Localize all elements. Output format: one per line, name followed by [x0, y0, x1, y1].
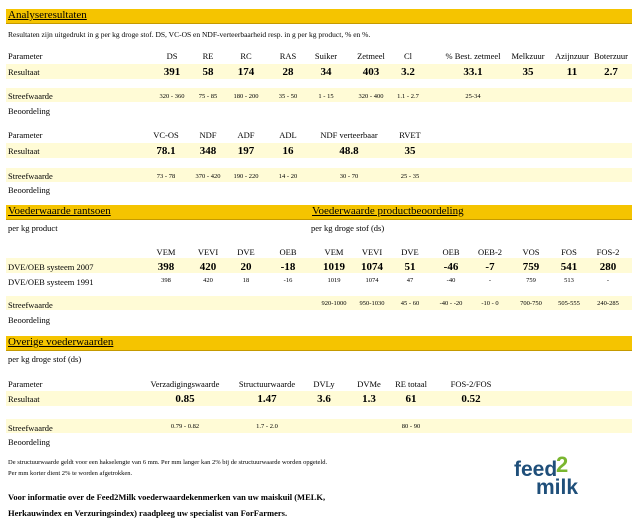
- std-value: 45 - 60: [400, 300, 420, 307]
- std-value: 700-750: [520, 300, 542, 307]
- std-value: 950-1030: [359, 300, 385, 307]
- unit: per kg droge stof (ds): [8, 354, 82, 364]
- param-header: Cl: [403, 51, 413, 61]
- std-value: 14 - 20: [278, 173, 298, 180]
- unit-right: per kg droge stof (ds): [311, 223, 385, 233]
- std-value: 80 - 90: [401, 423, 421, 430]
- param-header: VEM: [324, 247, 344, 257]
- result-value: 348: [199, 145, 217, 157]
- result-value: 16: [282, 145, 294, 157]
- param-header: RE totaal: [395, 379, 427, 389]
- param-header: VC-OS: [153, 130, 179, 140]
- unit-left: per kg product: [8, 223, 58, 233]
- row-value: 513: [564, 277, 574, 284]
- beoordeling-label: Beoordeling: [8, 106, 51, 116]
- result-value: 2.7: [604, 66, 618, 78]
- param-header: VEVI: [361, 247, 383, 257]
- logo-word-milk: milk: [536, 476, 579, 499]
- row-value: -18: [280, 261, 296, 273]
- beoordeling-label: Beoordeling: [8, 437, 51, 447]
- std-value: 320 - 360: [159, 93, 185, 100]
- system-row-label: DVE/OEB systeem 2007: [8, 262, 94, 272]
- param-header: OEB-2: [477, 247, 503, 257]
- row-value: -: [488, 277, 492, 284]
- std-value: 25 - 35: [400, 173, 420, 180]
- result-value: 3.2: [401, 66, 415, 78]
- feed2milk-logo: [514, 452, 584, 502]
- result-label: Resultaat: [8, 67, 40, 77]
- result-band: [6, 143, 632, 158]
- analyse-header: Analyseresultaten: [8, 9, 87, 21]
- result-value: 197: [237, 145, 255, 157]
- row-value: 398: [161, 277, 171, 284]
- param-header: RE: [202, 51, 214, 61]
- row-value: 759: [522, 261, 540, 273]
- result-value: 3.6: [317, 393, 331, 405]
- result-value: 11: [566, 66, 578, 78]
- note-line2: Per mm korter dient 2% te worden afgetrokken.: [8, 470, 133, 477]
- param-header: ADL: [279, 130, 297, 140]
- row-value: 759: [526, 277, 536, 284]
- std-value: -10 - 0: [481, 300, 499, 307]
- result-value: 78.1: [156, 145, 176, 157]
- std-value: -40 - -20: [439, 300, 463, 307]
- param-header: Structuurwaarde: [238, 379, 296, 389]
- param-header: Azijnzuur: [555, 51, 589, 61]
- result-value: 61: [405, 393, 417, 405]
- beoordeling-label: Beoordeling: [8, 315, 51, 325]
- std-value: 25-34: [465, 93, 481, 100]
- param-header: VOS: [522, 247, 540, 257]
- std-value: 320 - 400: [358, 93, 384, 100]
- param-header: OEB: [442, 247, 460, 257]
- std-value: 1.7 - 2.0: [256, 423, 278, 430]
- row-value: 420: [203, 277, 213, 284]
- row-value: 1019: [323, 261, 345, 273]
- param-header: % Best. zetmeel: [445, 51, 501, 61]
- row-value: 20: [240, 261, 252, 273]
- param-header: FOS-2: [596, 247, 620, 257]
- row-value: 18: [242, 277, 250, 284]
- divider: [6, 350, 632, 351]
- param-header: Zetmeel: [357, 51, 385, 61]
- param-header: RAS: [279, 51, 297, 61]
- result-value: 28: [282, 66, 294, 78]
- result-value: 33.1: [463, 66, 483, 78]
- std-value: 190 - 220: [233, 173, 259, 180]
- note-line1: De structuurwaarde geldt voor een hakselengte van 6 mm. Per mm langer kan 2% bij de structuurwaarde worden opgeteld.: [8, 459, 328, 466]
- row-value: 47: [406, 277, 414, 284]
- overige-header: Overige voederwaarden: [8, 336, 114, 348]
- row-value: 51: [404, 261, 416, 273]
- std-label: Streefwaarde: [8, 300, 53, 310]
- param-header: DVMe: [357, 379, 381, 389]
- info-line2: Herkauwindex en Verzuringsindex) raadpleeg uw specialist van ForFarmers.: [8, 508, 288, 518]
- std-value: 0.79 - 0.82: [170, 423, 200, 430]
- result-value: 34: [320, 66, 332, 78]
- param-header: VEVI: [197, 247, 219, 257]
- param-header: VEM: [156, 247, 176, 257]
- param-header: NDF verteerbaar: [320, 130, 378, 140]
- row-value: 420: [199, 261, 217, 273]
- param-header: FOS: [561, 247, 577, 257]
- param-header: RVET: [399, 130, 421, 140]
- param-label: Parameter: [8, 379, 43, 389]
- divider: [6, 219, 632, 220]
- result-value: 1.3: [362, 393, 376, 405]
- param-header: Verzadigingswaarde: [150, 379, 220, 389]
- std-band: [6, 419, 632, 433]
- row-value: -40: [446, 277, 456, 284]
- result-value: 1.47: [257, 393, 277, 405]
- param-header: FOS-2/FOS: [450, 379, 492, 389]
- voeder-header-right: Voederwaarde productbeoordeling: [312, 205, 464, 217]
- std-value: 240-285: [597, 300, 619, 307]
- result-band: [6, 64, 632, 79]
- std-value: 180 - 200: [233, 93, 259, 100]
- result-value: 391: [163, 66, 181, 78]
- result-label: Resultaat: [8, 394, 40, 404]
- voeder-header-left: Voederwaarde rantsoen: [8, 205, 111, 217]
- row-value: -46: [443, 261, 459, 273]
- analyse-header-bar: [6, 9, 632, 23]
- std-value: 920-1000: [321, 300, 347, 307]
- param-header: Boterzuur: [594, 51, 628, 61]
- std-value: 1.1 - 2.7: [397, 93, 419, 100]
- std-value: 1 - 15: [318, 93, 334, 100]
- param-header: DS: [166, 51, 178, 61]
- result-value: 174: [237, 66, 255, 78]
- param-header: DVE: [401, 247, 419, 257]
- std-label: Streefwaarde: [8, 91, 53, 101]
- system-row-label: DVE/OEB systeem 1991: [8, 277, 94, 287]
- param-header: DVE: [237, 247, 255, 257]
- param-header: OEB: [279, 247, 297, 257]
- row-value: 280: [599, 261, 617, 273]
- std-value: 73 - 78: [156, 173, 176, 180]
- result-value: 58: [202, 66, 214, 78]
- info-line1: Voor informatie over de Feed2Milk voederwaardekenmerken van uw maiskuil (MELK,: [8, 492, 326, 502]
- std-value: 30 - 70: [339, 173, 359, 180]
- param-header: ADF: [237, 130, 255, 140]
- result-value: 403: [362, 66, 380, 78]
- analyse-intro: Resultaten zijn uitgedrukt in g per kg droge stof. DS, VC-OS en NDF-verteerbaarheid resp. in g per kg product, % en %.: [8, 30, 371, 39]
- logo-word-feed: feed: [514, 458, 558, 481]
- divider: [6, 23, 632, 24]
- logo-digit: 2: [556, 452, 569, 477]
- result-value: 35: [404, 145, 416, 157]
- row-value: 1074: [365, 277, 379, 284]
- result-value: 0.52: [461, 393, 481, 405]
- row-value: -: [606, 277, 610, 284]
- param-header: Suiker: [314, 51, 338, 61]
- row-value: -7: [485, 261, 495, 273]
- beoordeling-label: Beoordeling: [8, 185, 51, 195]
- std-label: Streefwaarde: [8, 423, 53, 433]
- result-value: 48.8: [339, 145, 359, 157]
- param-header: DVLy: [313, 379, 335, 389]
- result-label: Resultaat: [8, 146, 40, 156]
- std-value: 370 - 420: [195, 173, 221, 180]
- row-value: 398: [157, 261, 175, 273]
- param-label: Parameter: [8, 51, 43, 61]
- param-label: Parameter: [8, 130, 43, 140]
- std-band: [6, 168, 632, 182]
- result-value: 35: [522, 66, 534, 78]
- std-value: 505-555: [558, 300, 580, 307]
- std-value: 75 - 85: [198, 93, 218, 100]
- result-value: 0.85: [175, 393, 195, 405]
- std-value: 35 - 50: [278, 93, 298, 100]
- param-header: NDF: [199, 130, 217, 140]
- param-header: Melkzuur: [511, 51, 545, 61]
- row-value: 541: [560, 261, 578, 273]
- std-label: Streefwaarde: [8, 171, 53, 181]
- row-value: 1019: [327, 277, 341, 284]
- row-value: 1074: [361, 261, 383, 273]
- param-header: RC: [240, 51, 252, 61]
- row-value: -16: [283, 277, 293, 284]
